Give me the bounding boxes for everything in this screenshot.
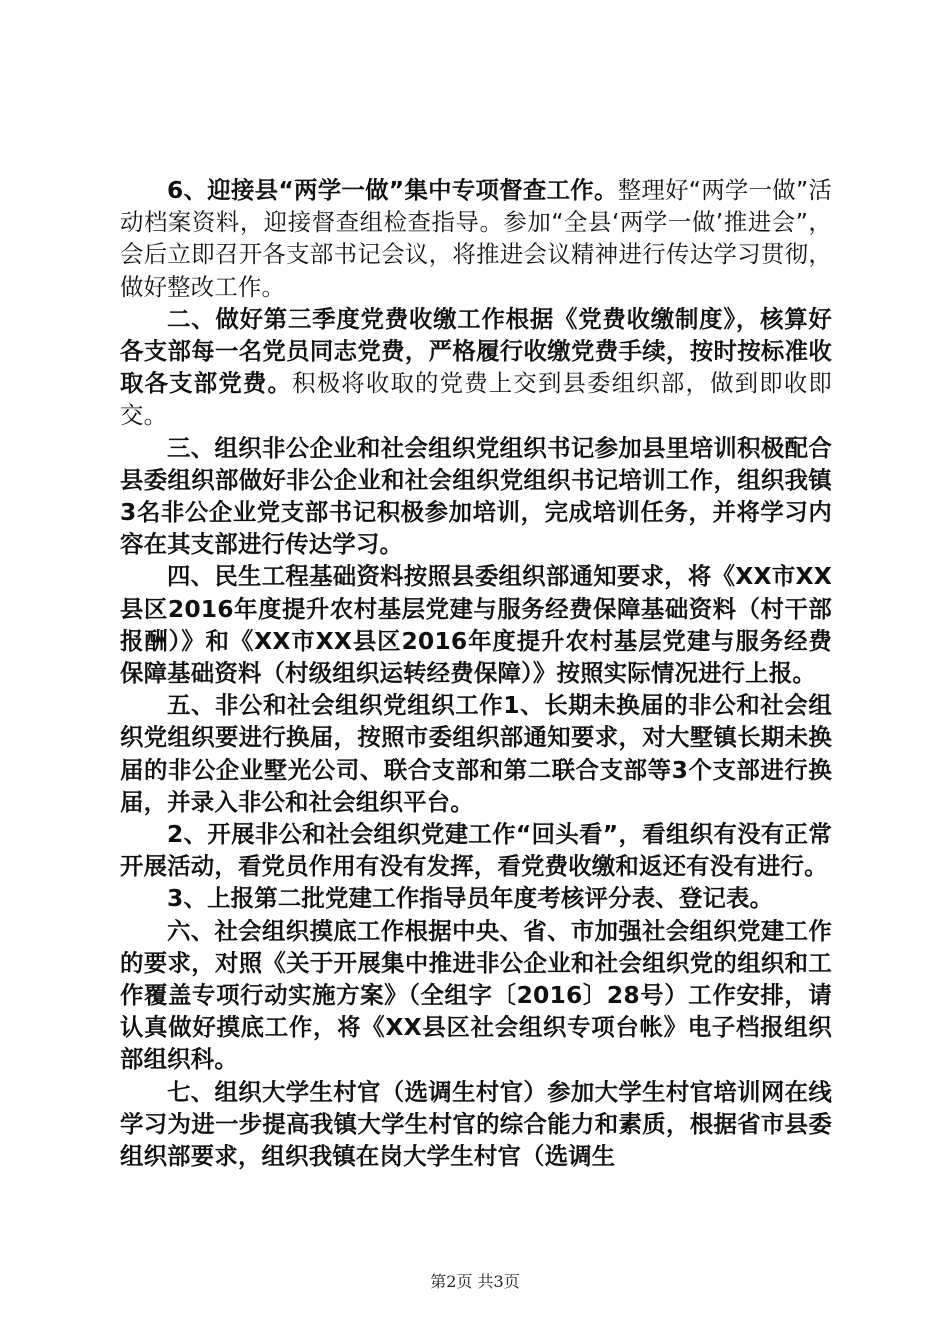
paragraph-2 [120,303,832,432]
paragraph-1-lead: 6、迎接县“两学一做”集中专项督查工作。 [167,176,618,204]
paragraph-1-body: 整理好“两学一做”活动档案资料，迎接督查组检查指导。参加“全县‘两学一做’推进会”，会后立即召开各支部书记会议，将推进会议精神进行传达学习贯彻，做好整改工作。 [120,176,832,301]
paragraph-5-lead: 五、非公和社会组织党组织工作1、长期未换届的非公和社会组织党组织要进行换届，按照市委组织部通知要求，对大墅镇长期未换届的非公企业墅光公司、联合支部和第二联合支部等3个支部进行换届，并录入非公和社会组织平台。 [120,691,832,816]
paragraph-8 [120,915,832,1076]
page-footer [0,1269,950,1292]
paragraph-4-lead: 四、民生工程基础资料按照县委组织部通知要求，将《XX市XX县区2016年度提升农村基层党建与服务经费保障基础资料（村干部报酬）》和《XX市XX县区2016年度提升农村基层党建与服务经费保障基础资料（村级组织运转经费保障）》按照实际情况进行上报。 [120,562,832,688]
paragraph-3-lead: 三、组织非公企业和社会组织党组织书记参加县里培训积极配合县委组织部做好非公企业和社会组织党组织书记培训工作，组织我镇3名非公企业党支部书记积极参加培训，完成培训任务，并将学习内容在其支部进行传达学习。 [120,433,832,559]
paragraph-3 [120,432,832,561]
document-body [120,174,832,1172]
paragraph-1 [120,174,832,303]
paragraph-2-body: 积极将收取的党费上交到县委组织部，做到即收即交。 [120,369,832,430]
paragraph-8-lead: 六、社会组织摸底工作根据中央、省、市加强社会组织党建工作的要求，对照《关于开展集中推进非公企业和社会组织党的组织和工作覆盖专项行动实施方案》（全组字〔2016〕28号）工作安排，请认真做好摸底工作，将《XX县区社会组织专项台帐》电子档报组织部组织科。 [120,916,832,1074]
paragraph-7-lead: 3、上报第二批党建工作指导员年度考核评分表、登记表。 [167,884,774,913]
paragraph-4 [120,560,832,689]
paragraph-6-lead: 2、开展非公和社会组织党建工作“回头看”，看组织有没有正常开展活动，看党员作用有没有发挥，看党费收缴和返还有没有进行。 [120,820,832,881]
paragraph-9-lead: 七、组织大学生村官（选调生村官）参加大学生村官培训网在线学习为进一步提高我镇大学生村官的综合能力和素质，根据省市县委组织部要求，组织我镇在岗大学生村官（选调生 [120,1077,832,1171]
paragraph-5 [120,689,832,818]
paragraph-2-lead: 二、做好第三季度党费收缴工作根据《党费收缴制度》，核算好各支部每一名党员同志党费，严格履行收缴党费手续，按时按标准收取各支部党费。 [120,304,832,398]
paragraph-9 [120,1076,832,1173]
paragraph-6 [120,818,832,882]
page-number-label: 第2页 共3页 [430,1272,520,1291]
paragraph-7 [120,882,832,914]
